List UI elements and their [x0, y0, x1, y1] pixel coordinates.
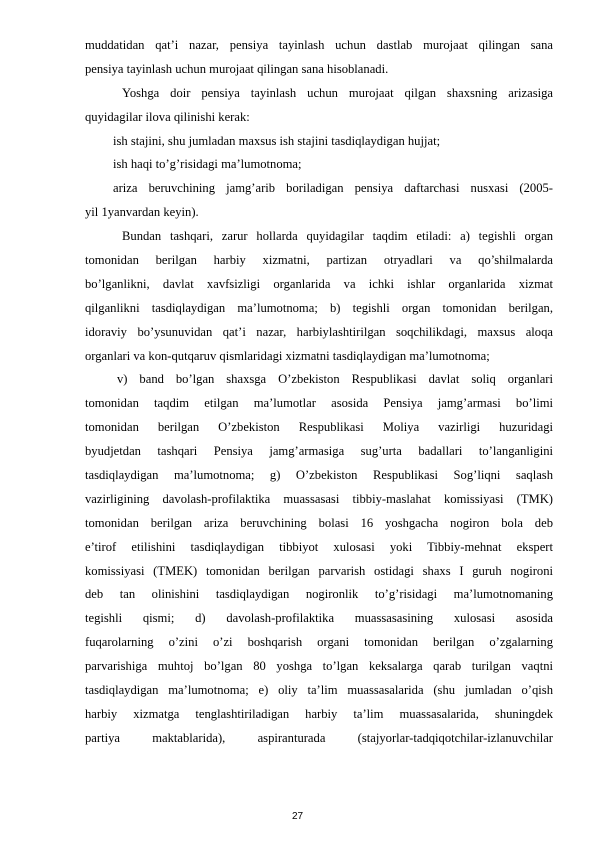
text-line: partiya maktablarida), aspiranturada (stajyorlar-tadqiqotchilar-izlanuvchilar	[85, 730, 553, 745]
text-line: tomonidan berilgan ariza beruvchining bolasi 16 yoshgacha nogiron bola deb	[85, 515, 553, 530]
text-line: pensiya tayinlash uchun murojaat qilingan sana hisoblanadi.	[85, 61, 389, 76]
text-line: fuqarolarning o’zini o’zi boshqarish organi tomonidan berilgan o’zgalarning	[85, 635, 553, 650]
text-line: tomonidan berilgan O’zbekiston Respublikasi Moliya vazirligi huzuridagi	[85, 420, 553, 435]
text-line: quyidagilar ilova qilinishi kerak:	[85, 109, 250, 124]
text-line: harbiy xizmatga tenglashtiriladigan harbiy ta’lim muassasalarida, shuningdek	[85, 706, 553, 721]
text-line: yil 1yanvardan keyin).	[85, 205, 199, 220]
text-line: tegishli qismi; d) davolash-profilaktika muassasasining xulosasi asosida	[85, 611, 553, 626]
text-line: vazirligining davolash-profilaktika muassasasi tibbiy-maslahat komissiyasi (TMK)	[85, 491, 553, 506]
text-line: komissiyasi (TMEK) tomonidan berilgan parvarish ostidagi shaxs I guruh nogironi	[85, 563, 553, 578]
page-number: 27	[291, 811, 304, 822]
document-body	[85, 34, 553, 751]
text-line: parvarishiga muhtoj bo’lgan 80 yoshga to’lgan keksalarga qarab turilgan vaqtni	[85, 659, 553, 674]
text-line: Yoshga doir pensiya tayinlash uchun murojaat qilgan shaxsning arizasiga	[122, 85, 553, 100]
text-line: organlari va kon-qutqaruv qismlaridagi xizmatni tasdiqlaydigan ma’lumotnoma;	[85, 348, 490, 363]
text-line: tomonidan berilgan harbiy xizmatni, partizan otryadlari va qo’shilmalarda	[85, 253, 553, 268]
text-line: bo’lganlikni, davlat xavfsizligi organlarida va ichki ishlar organlarida xizmat	[85, 276, 553, 291]
text-line: byudjetdan tashqari Pensiya jamg’armasiga sug’urta badallari to’langanligini	[85, 444, 553, 459]
text-line: ish stajini, shu jumladan maxsus ish stajini tasdiqlaydigan hujjat;	[113, 133, 441, 148]
text-line: deb tan olinishini tasdiqlaydigan nogironlik to’g’risidagi ma’lumotnomaning	[85, 587, 553, 602]
text-line: ish haqi to’g’risidagi ma’lumotnoma;	[113, 157, 302, 172]
text-line: ariza beruvchining jamg’arib boriladigan pensiya daftarchasi nusxasi (2005-	[113, 181, 553, 196]
text-line: idoraviy bo’ysunuvidan qat’i nazar, harbiylashtirilgan soqchilikdagi, maxsus aloqa	[85, 324, 553, 339]
text-line: v) band bo’lgan shaxsga O’zbekiston Respublikasi davlat soliq organlari	[117, 372, 553, 387]
text-line: tasdiqlaydigan ma’lumotnoma; e) oliy ta’lim muassasalarida (shu jumladan o’qish	[85, 683, 553, 698]
text-line: e’tirof etilishini tasdiqlaydigan tibbiyot xulosasi yoki Tibbiy-mehnat ekspert	[85, 539, 553, 554]
text-line: qilganlikni tasdiqlaydigan ma’lumotnoma; b) tegishli organ tomonidan berilgan,	[85, 300, 553, 315]
text-line: tomonidan taqdim etilgan ma’lumotlar asosida Pensiya jamg’armasi bo’limi	[85, 396, 553, 411]
text-line: muddatidan qat’i nazar, pensiya tayinlash uchun dastlab murojaat qilingan sana	[85, 38, 553, 52]
text-line: tasdiqlaydigan ma’lumotnoma; g) O’zbekiston Respublikasi Sog’liqni saqlash	[85, 468, 553, 483]
text-line: Bundan tashqari, zarur hollarda quyidagilar taqdim etiladi: a) tegishli organ	[122, 229, 553, 244]
